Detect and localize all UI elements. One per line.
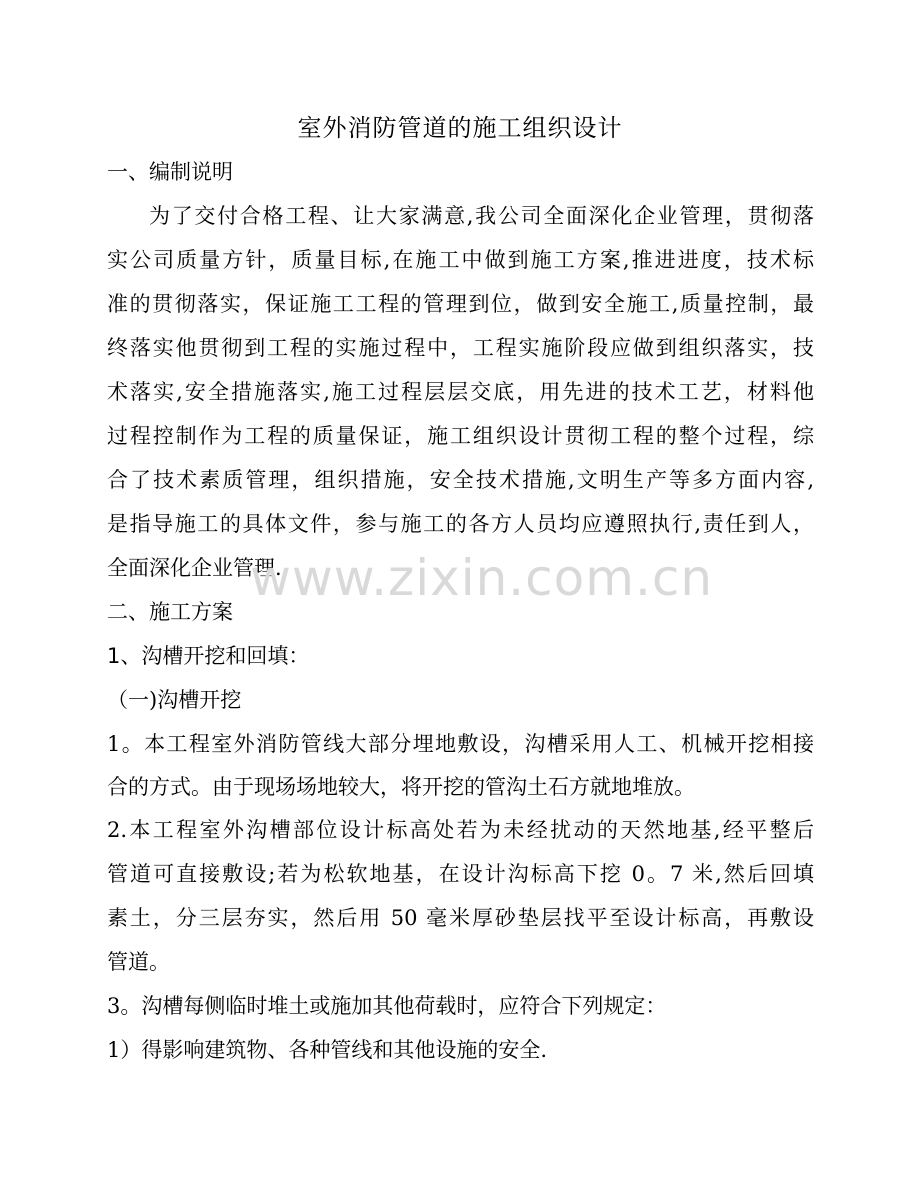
- paragraph-line: 全面深化企业管理.: [107, 556, 282, 580]
- watermark-text: www.zixin.com.cn: [250, 549, 714, 607]
- list-item-line: 3。沟槽每侧临时堆土或施加其他荷载时，应符合下列规定：: [107, 994, 667, 1018]
- list-item-line: 2.本工程室外沟槽部位设计标高处若为未经扰动的天然地基,经平整后: [107, 818, 814, 842]
- paragraph-line: 终落实他贯彻到工程的实施过程中，工程实施阶段应做到组织落实，技: [107, 336, 814, 360]
- paragraph-line: 准的贯彻落实，保证施工工程的管理到位，做到安全施工,质量控制，最: [107, 292, 814, 316]
- list-subitem-line: 1）得影响建筑物、各种管线和其他设施的安全.: [107, 1038, 548, 1062]
- list-item-line: 合的方式。由于现场场地较大，将开挖的管沟土石方就地堆放。: [107, 775, 695, 799]
- subsection-heading-excavation: （一)沟槽开挖: [107, 688, 242, 712]
- paragraph-line: 合了技术素质管理，组织措施，安全技术措施,文明生产等多方面内容,: [107, 468, 814, 492]
- list-item-line: 管道。: [107, 950, 170, 974]
- paragraph-line: 为了交付合格工程、让大家满意,我公司全面深化企业管理，贯彻落: [149, 204, 814, 228]
- section-heading-compilation-notes: 一、编制说明: [107, 160, 233, 184]
- paragraph-line: 过程控制作为工程的质量保证，施工组织设计贯彻工程的整个过程，综: [107, 424, 814, 448]
- list-item-line: 素土，分三层夯实，然后用 50 毫米厚砂垫层找平至设计标高，再敷设: [107, 906, 814, 930]
- paragraph-line: 是指导施工的具体文件，参与施工的各方人员均应遵照执行,责任到人，: [107, 512, 814, 536]
- document-title: 室外消防管道的施工组织设计: [297, 114, 623, 142]
- section-heading-construction-plan: 二、施工方案: [107, 600, 233, 624]
- paragraph-line: 术落实,安全措施落实,施工过程层层交底，用先进的技术工艺，材料他: [107, 380, 814, 404]
- paragraph-line: 实公司质量方针，质量目标,在施工中做到施工方案,推进进度，技术标: [107, 248, 814, 272]
- subsection-heading-trench: 1、沟槽开挖和回填：: [107, 644, 310, 668]
- list-item-line: 1。本工程室外消防管线大部分埋地敷设，沟槽采用人工、机械开挖相接: [107, 732, 814, 756]
- list-item-line: 管道可直接敷设;若为松软地基，在设计沟标高下挖 0。7 米,然后回填: [107, 862, 814, 886]
